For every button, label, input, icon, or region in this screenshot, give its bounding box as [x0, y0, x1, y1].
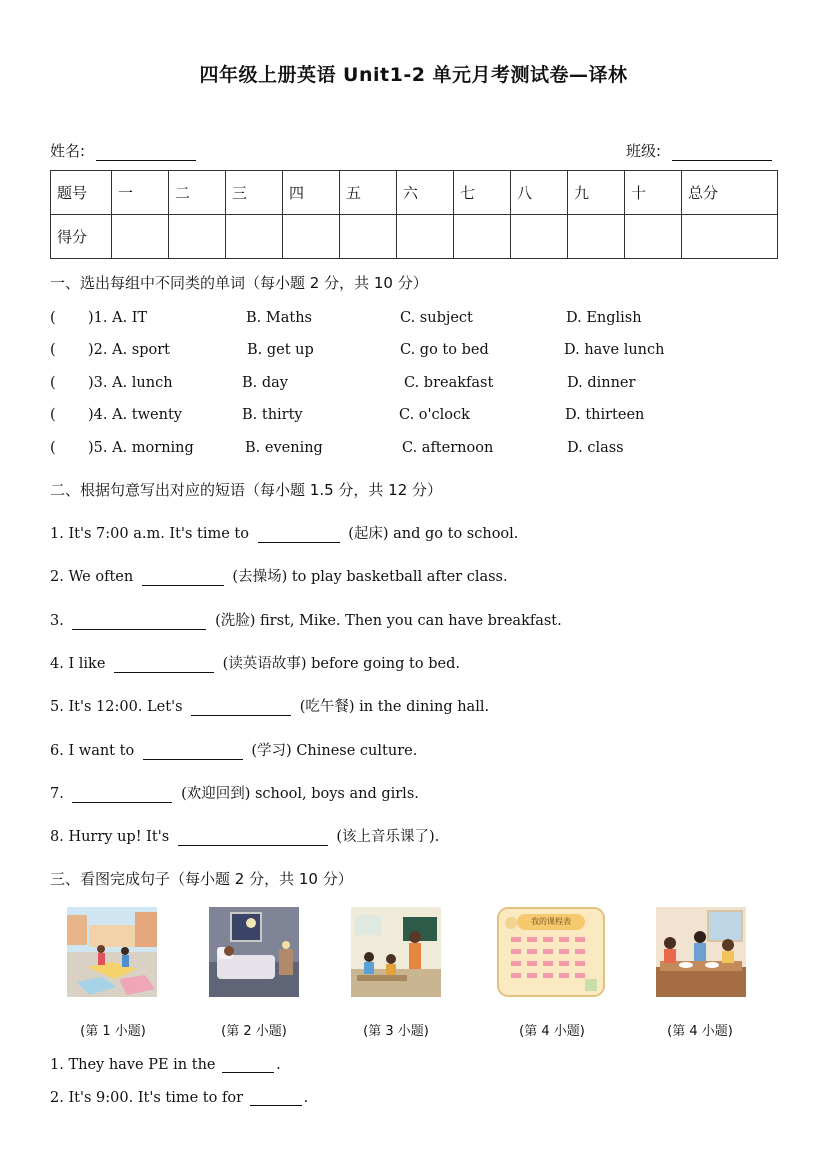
name-field-row	[50, 140, 196, 161]
answer-blank[interactable]	[142, 570, 224, 586]
table-cell: 四	[283, 171, 340, 215]
option-d: D. English	[566, 310, 642, 326]
option-c: C. go to bed	[400, 342, 489, 358]
table-cell: 三	[226, 171, 283, 215]
answer-blank[interactable]	[191, 700, 291, 716]
question-text: 7.	[50, 786, 64, 802]
option-c: C. breakfast	[404, 375, 494, 391]
answer-paren-open[interactable]: (	[50, 407, 56, 423]
score-cell[interactable]	[397, 215, 454, 259]
fill-question-3	[50, 609, 562, 630]
option-c: C. o'clock	[399, 407, 470, 423]
option-b: B. thirty	[242, 407, 303, 423]
score-table	[50, 170, 778, 259]
score-cell[interactable]	[112, 215, 169, 259]
score-cell[interactable]	[283, 215, 340, 259]
question-text: 6. I want to	[50, 743, 135, 759]
picture-question-2	[50, 1090, 308, 1106]
question-stem: )3. A. lunch	[88, 375, 173, 391]
fill-question-7	[50, 782, 419, 803]
table-cell: 一	[112, 171, 169, 215]
question-text: (学习) Chinese culture.	[251, 743, 418, 759]
question-text: (该上音乐课了).	[336, 829, 440, 845]
option-c: C. afternoon	[402, 440, 494, 456]
answer-blank[interactable]	[250, 1090, 302, 1106]
table-cell: 总分	[682, 171, 778, 215]
name-label: 姓名:	[50, 142, 86, 160]
fill-question-6	[50, 739, 417, 760]
answer-blank[interactable]	[72, 614, 206, 630]
score-cell[interactable]	[226, 215, 283, 259]
answer-paren-open[interactable]: (	[50, 440, 56, 456]
section-1-heading: 一、选出每组中不同类的单词（每小题 2 分，共 10 分）	[50, 274, 428, 292]
name-blank[interactable]	[96, 144, 196, 161]
picture-caption: (第 2 小题)	[221, 1024, 287, 1039]
question-text: 2. We often	[50, 569, 134, 585]
page-title: 四年级上册英语 Unit1-2 单元月考测试卷—译林	[199, 64, 628, 86]
section-3-heading: 三、看图完成句子（每小题 2 分，共 10 分）	[50, 870, 353, 888]
question-text: 2. It's 9:00. It's time to for	[50, 1090, 244, 1106]
fill-question-2	[50, 565, 508, 586]
option-c: C. subject	[400, 310, 473, 326]
question-text: 1. It's 7:00 a.m. It's time to	[50, 526, 249, 542]
answer-blank[interactable]	[114, 657, 214, 673]
picture-caption: (第 1 小题)	[80, 1024, 146, 1039]
question-text: (欢迎回到) school, boys and girls.	[181, 786, 419, 802]
score-cell[interactable]	[568, 215, 625, 259]
mc-question-4	[50, 407, 780, 427]
answer-blank[interactable]	[258, 527, 340, 543]
answer-paren-open[interactable]: (	[50, 310, 56, 326]
table-cell: 八	[511, 171, 568, 215]
option-b: B. get up	[247, 342, 314, 358]
question-stem: )1. A. IT	[88, 310, 148, 326]
mc-question-5	[50, 440, 780, 460]
answer-blank[interactable]	[143, 744, 243, 760]
option-b: B. day	[242, 375, 288, 391]
picture-timetable	[497, 907, 605, 997]
table-cell: 得分	[51, 215, 112, 259]
score-cell[interactable]	[511, 215, 568, 259]
question-text: 8. Hurry up! It's	[50, 829, 170, 845]
class-field-row	[626, 140, 772, 161]
answer-blank[interactable]	[72, 787, 172, 803]
question-text: 3.	[50, 613, 64, 629]
poster-title: 我的课程表	[531, 917, 571, 926]
question-text: .	[276, 1057, 281, 1073]
picture-dinner	[656, 907, 746, 997]
picture-bedroom	[209, 907, 299, 997]
table-cell: 六	[397, 171, 454, 215]
score-table-score-row	[51, 215, 778, 259]
picture-caption: (第 4 小题)	[667, 1024, 733, 1039]
question-stem: )4. A. twenty	[88, 407, 182, 423]
option-b: B. Maths	[246, 310, 312, 326]
table-cell: 五	[340, 171, 397, 215]
fill-question-4	[50, 652, 460, 673]
question-text: (读英语故事) before going to bed.	[222, 656, 460, 672]
section-2-heading: 二、根据句意写出对应的短语（每小题 1.5 分，共 12 分）	[50, 481, 443, 499]
picture-caption: (第 3 小题)	[363, 1024, 429, 1039]
option-d: D. thirteen	[565, 407, 645, 423]
question-text: .	[303, 1090, 309, 1106]
score-cell[interactable]	[340, 215, 397, 259]
answer-paren-open[interactable]: (	[50, 342, 56, 358]
question-text: 5. It's 12:00. Let's	[50, 699, 183, 715]
table-cell: 九	[568, 171, 625, 215]
score-table-header-row	[51, 171, 778, 215]
answer-blank[interactable]	[222, 1057, 274, 1073]
fill-question-8	[50, 825, 439, 846]
table-cell: 七	[454, 171, 511, 215]
picture-playground	[67, 907, 157, 997]
question-text: (起床) and go to school.	[348, 526, 519, 542]
question-text: 4. I like	[50, 656, 106, 672]
score-cell[interactable]	[454, 215, 511, 259]
score-cell[interactable]	[625, 215, 682, 259]
question-text: 1. They have PE in the	[50, 1057, 216, 1073]
answer-blank[interactable]	[178, 830, 328, 846]
question-stem: )2. A. sport	[88, 342, 171, 358]
option-b: B. evening	[245, 440, 323, 456]
fill-question-1	[50, 522, 518, 543]
option-d: D. have lunch	[564, 342, 665, 358]
class-blank[interactable]	[672, 144, 772, 161]
class-label: 班级:	[626, 142, 662, 160]
picture-classroom	[351, 907, 441, 997]
question-text: (去操场) to play basketball after class.	[232, 569, 508, 585]
table-cell: 十	[625, 171, 682, 215]
table-cell: 二	[169, 171, 226, 215]
picture-question-1	[50, 1057, 281, 1073]
fill-question-5	[50, 695, 489, 716]
question-stem: )5. A. morning	[88, 440, 194, 456]
picture-caption: (第 4 小题)	[519, 1024, 585, 1039]
answer-paren-open[interactable]: (	[50, 375, 56, 391]
question-text: (吃午餐) in the dining hall.	[299, 699, 490, 715]
option-d: D. class	[567, 440, 624, 456]
option-d: D. dinner	[567, 375, 636, 391]
mc-question-2	[50, 342, 780, 362]
score-cell[interactable]	[682, 215, 778, 259]
table-cell: 题号	[51, 171, 112, 215]
question-text: (洗脸) first, Mike. Then you can have breakfast.	[215, 613, 562, 629]
mc-question-3	[50, 375, 780, 395]
score-cell[interactable]	[169, 215, 226, 259]
mc-question-1	[50, 310, 780, 330]
